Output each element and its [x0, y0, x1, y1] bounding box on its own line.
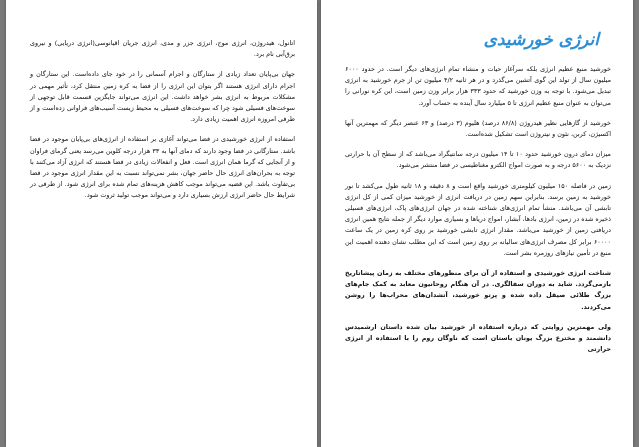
- paragraph: خورشید از گازهایی نظیر هیدروژن (۸۶/۸ درصد) هلیوم (۳ درصد) و ۶۳ عنصر دیگر که مهمترین آنها اکسیژن، کربن، نئون و نیتروژن است تشکیل شده‌است.: [345, 118, 611, 139]
- chapter-title: انرژی خورشیدی: [483, 30, 599, 50]
- paragraph: اتانول، هیدروژن، انرژی موج، انرژی جزر و مدی، انرژی جریان اقیانوسی(انرژی دریایی) و نیروی برق‌آبی نام برد.: [30, 39, 295, 59]
- left-page: [6, 0, 317, 447]
- paragraph: زمین در فاصله ۱۵۰ میلیون کیلومتری خورشید واقع است و ۸ دقیقه و ۱۸ ثانیه طول می‌کشد تا نور خورشید به زمین برسد. بنابراین سهم زمین در دریافت انرژی از خورشید میزان کمی از کل انرژی تابشی آن می‌باشد. منشأ تمام انرژی‌های شناخته شده در جهان انرژی‌های پاک، انرژی‌های فسیلی ذخیره شده در زمین، انرژی بادها، آبشار، امواج دریاها و بسیاری موارد دیگر از جمله نتایج همین انرژی دریافتی زمین از خورشید می‌باشد. مقدار انرژی تابشی خورشید بر روی کره زمین در یک ساعت ۶۰۰۰۰ برابر کل مصرف انرژی‌های سالیانه بر روی زمین است که این مطلب نشان دهنده اهمیت این منبع در تأمین نیازهای روزمره بشر است.: [345, 181, 611, 257]
- paragraph: جهان بی‌پایان تعداد زیادی از ستارگان و اجرام آسمانی را در خود جای داده‌است. این ستارگان و اجرام دارای انرژی هستند اگر بتوان این انرژی را از فضا به کره زمین منتقل کرد، تأثیر مهمی در مشکلات مربوط به انرژی بشر خواهد داشت. این انرژی می‌تواند جایگزین قسمت قابل توجهی از سوخت‌های فسیلی شود چرا که سوخت‌های فسیلی به محیط زیست آسیب‌های فراوانی زده‌است و از طرفی امروزه انرژی اهمیت زیادی دارد.: [30, 70, 295, 124]
- paragraph: میزان دمای درون خورشید حدود ۱۰ تا ۱۴ میلیون درجه سانتیگراد می‌باشد که از سطح آن با حرارتی نزدیک به ۵۶۰۰ درجه و به صورت امواج الکترو مغناطیسی در فضا منتشر می‌شود.: [345, 150, 611, 170]
- paragraph: ولی مهمترین روایتی که درباره استفاده از خورشید بیان شده داستان ارشمیدس دانشمند و مخترع بزرگ یونان باستان است که ناوگان روم را با استفاده از انرژی حرارتی: [345, 322, 611, 354]
- paragraph: شناخت انرژی خورشیدی و استفاده از آن برای منظورهای مختلف به زمان پیشاتاریخ بازمی‌گردد. شاید به دوران سفالگری. در آن هنگام روحانیون معابد به کمک جام‌های بزرگ طلائی صیقل داده شده و پرتو خورشید، آتشدان‌های محراب‌ها را روشن می‌کردند.: [345, 269, 611, 311]
- paragraph: خورشید منبع عظیم انرژی بلکه سرآغاز حیات و منشاء تمام انرژی‌های دیگر است. در حدود ۶۰۰۰ میلیون سال از تولد این گوی آتشین می‌گذرد و در هر ثانیه ۴/۲ میلیون تن از جرم خورشید به انرژی تبدیل می‌شود. با توجه به وزن خورشید که حدود ۳۳۳ هزار برابر وزن زمین است، این کره نورانی را می‌توان به عنوان منبع عظیم انرژی تا ۵ میلیارد سال آینده به حساب آورد.: [345, 65, 611, 107]
- paragraph: استفاده از انرژی خورشیدی در فضا می‌تواند آغازی بر استفاده از انرژی‌های بی‌پایان موجود در فضا باشد. ستارگانی در فضا وجود دارند که دمای آنها به ۳۳ هزار درجه کلوین می‌رسد یعنی گرمای فراوان و از آنجایی که گرما همان انرژی است. فعل و انفعالات زیادی در فضا هستند که انرژی آزاد می‌کنند با توجه به بحران‌های انرژی حال حاضر جهان، بشر نمی‌تواند نسبت به این مقدار انرژی موجود در فضا بی‌تفاوت باشد. این قضیه می‌تواند موجب کاهش هزینه‌های تمام شده برای انرژی شود. از طرفی در شرایط حال حاضر انرژی ارزش بسیاری دارد و می‌تواند موجب تولید ثروت شود.: [30, 135, 296, 200]
- right-page: [321, 0, 633, 447]
